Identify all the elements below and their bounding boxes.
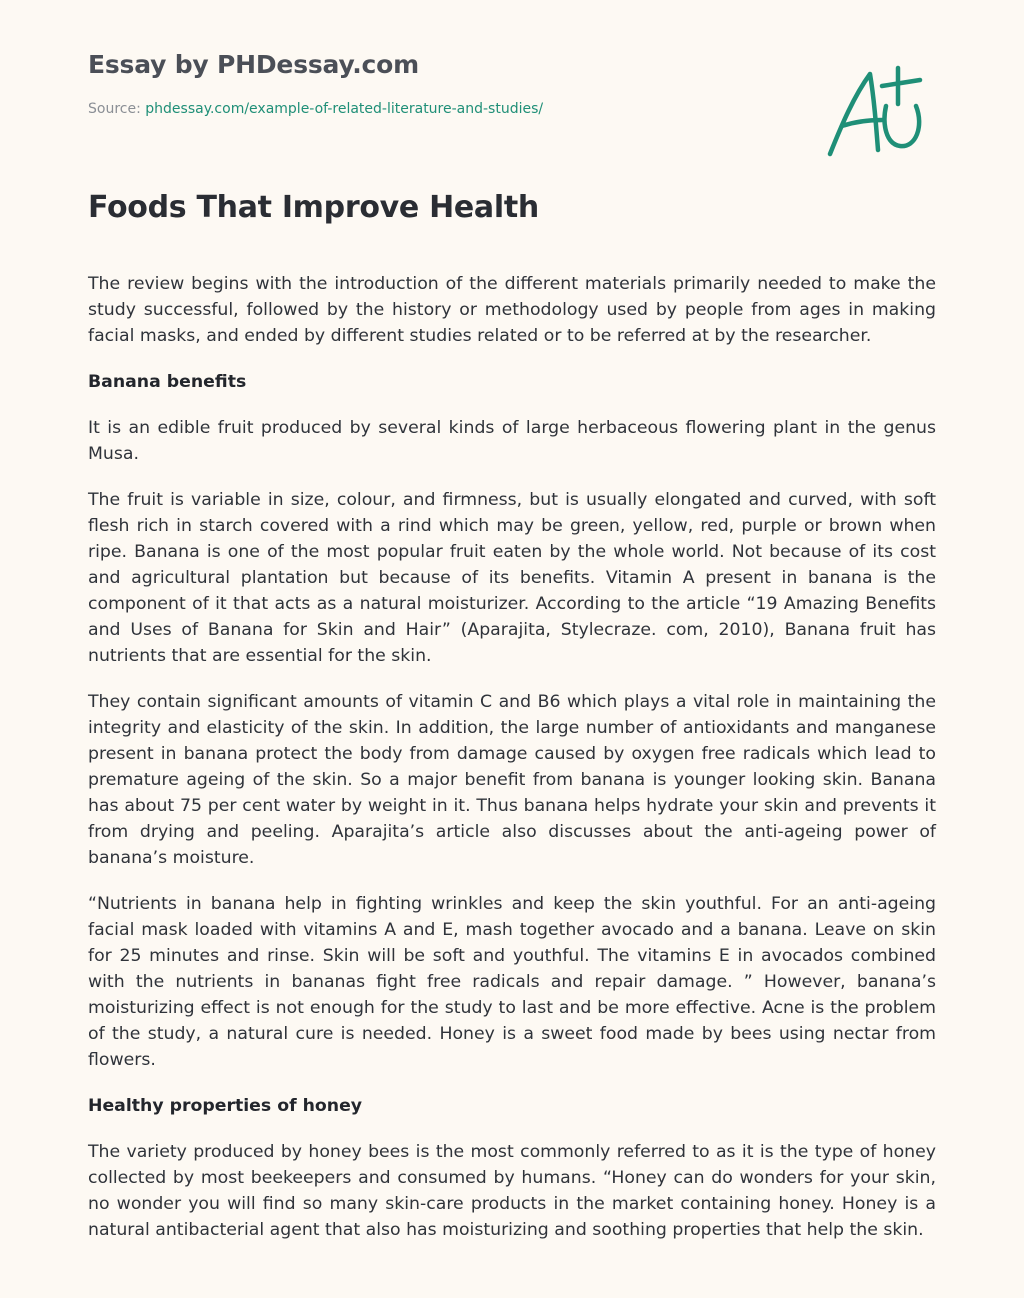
paragraph-honey: The variety produced by honey bees is the most commonly referred to as it is the type of honey collected by most beekeepers and consumed by humans. “Honey can do wonders for your skin, no wonder you will find so many skin-care products in the market containing honey. Honey is a natural antibacterial agent that also has moisturizing and soothing properties that help the skin. — [88, 1142, 936, 1240]
heading-honey-properties: Healthy properties of honey — [88, 1096, 363, 1116]
paragraph-banana-vitamins: They contain significant amounts of vitamin C and B6 which plays a vital role in maintaining the integrity and elasticity of the skin. In addition, the large number of antioxidants and manganese present in banana protect the body from damage caused by oxygen free radicals which lead to premature ageing of the skin. So a major benefit from banana is younger looking skin. Banana has about 75 per cent water by weight in it. Thus banana helps hydrate your skin and prevents it from drying and peeling. Aparajita’s article also discusses about the anti-ageing power of banana’s moisture. — [88, 692, 936, 868]
paragraph-intro: The review begins with the introduction of the different materials primarily needed to make the study successful, followed by the history or methodology used by people from ages in making facial masks, and ended by different studies related or to be referred at by the researcher. — [88, 274, 936, 346]
logo-check-loop — [885, 106, 920, 146]
a-plus-logo — [820, 62, 930, 162]
source-label: Source: — [88, 101, 146, 117]
heading-banana-benefits: Banana benefits — [88, 372, 247, 392]
paragraph-banana-fruit: The fruit is variable in size, colour, and firmness, but is usually elongated and curved, with soft flesh rich in starch covered with a rind which may be green, yellow, red, purple or brown when ripe. Banana is one of the most popular fruit eaten by the whole world. Not because of its cost and agricultural plantation but because of its benefits. Vitamin A present in banana is the component of it that acts as a natural moisturizer. According to the article “19 Amazing Benefits and Uses of Banana for Skin and Hair” (Aparajita, Stylecraze. com, 2010), Banana fruit has nutrients that are essential for the skin. — [88, 490, 936, 666]
source-link[interactable]: phdessay.com/example-of-related-literature-and-studies/ — [145, 101, 544, 117]
paragraph-banana-definition: It is an edible fruit produced by several kinds of large herbaceous flowering plant in the genus Musa. — [88, 418, 936, 464]
site-brand: Essay by PHDessay.com — [88, 50, 419, 79]
essay-title: Foods That Improve Health — [88, 190, 539, 225]
logo-plus-horizontal — [882, 80, 920, 86]
paragraph-banana-quote: “Nutrients in banana help in fighting wrinkles and keep the skin youthful. For an anti-ageing facial mask loaded with vitamins A and E, mash together avocado and a banana. Leave on skin for 25 minutes and rinse. Skin will be soft and youthful. The vitamins E in avocados combined with the nutrients in bananas fight free radicals and repair damage. ” However, banana’s moisturizing effect is not enough for the study to last and be more effective. Acne is the problem of the study, a natural cure is needed. Honey is a sweet food made by bees using nectar from flowers. — [88, 894, 936, 1070]
source-line — [88, 101, 543, 117]
essay-body — [88, 271, 936, 1263]
logo-a-stroke — [830, 74, 878, 154]
